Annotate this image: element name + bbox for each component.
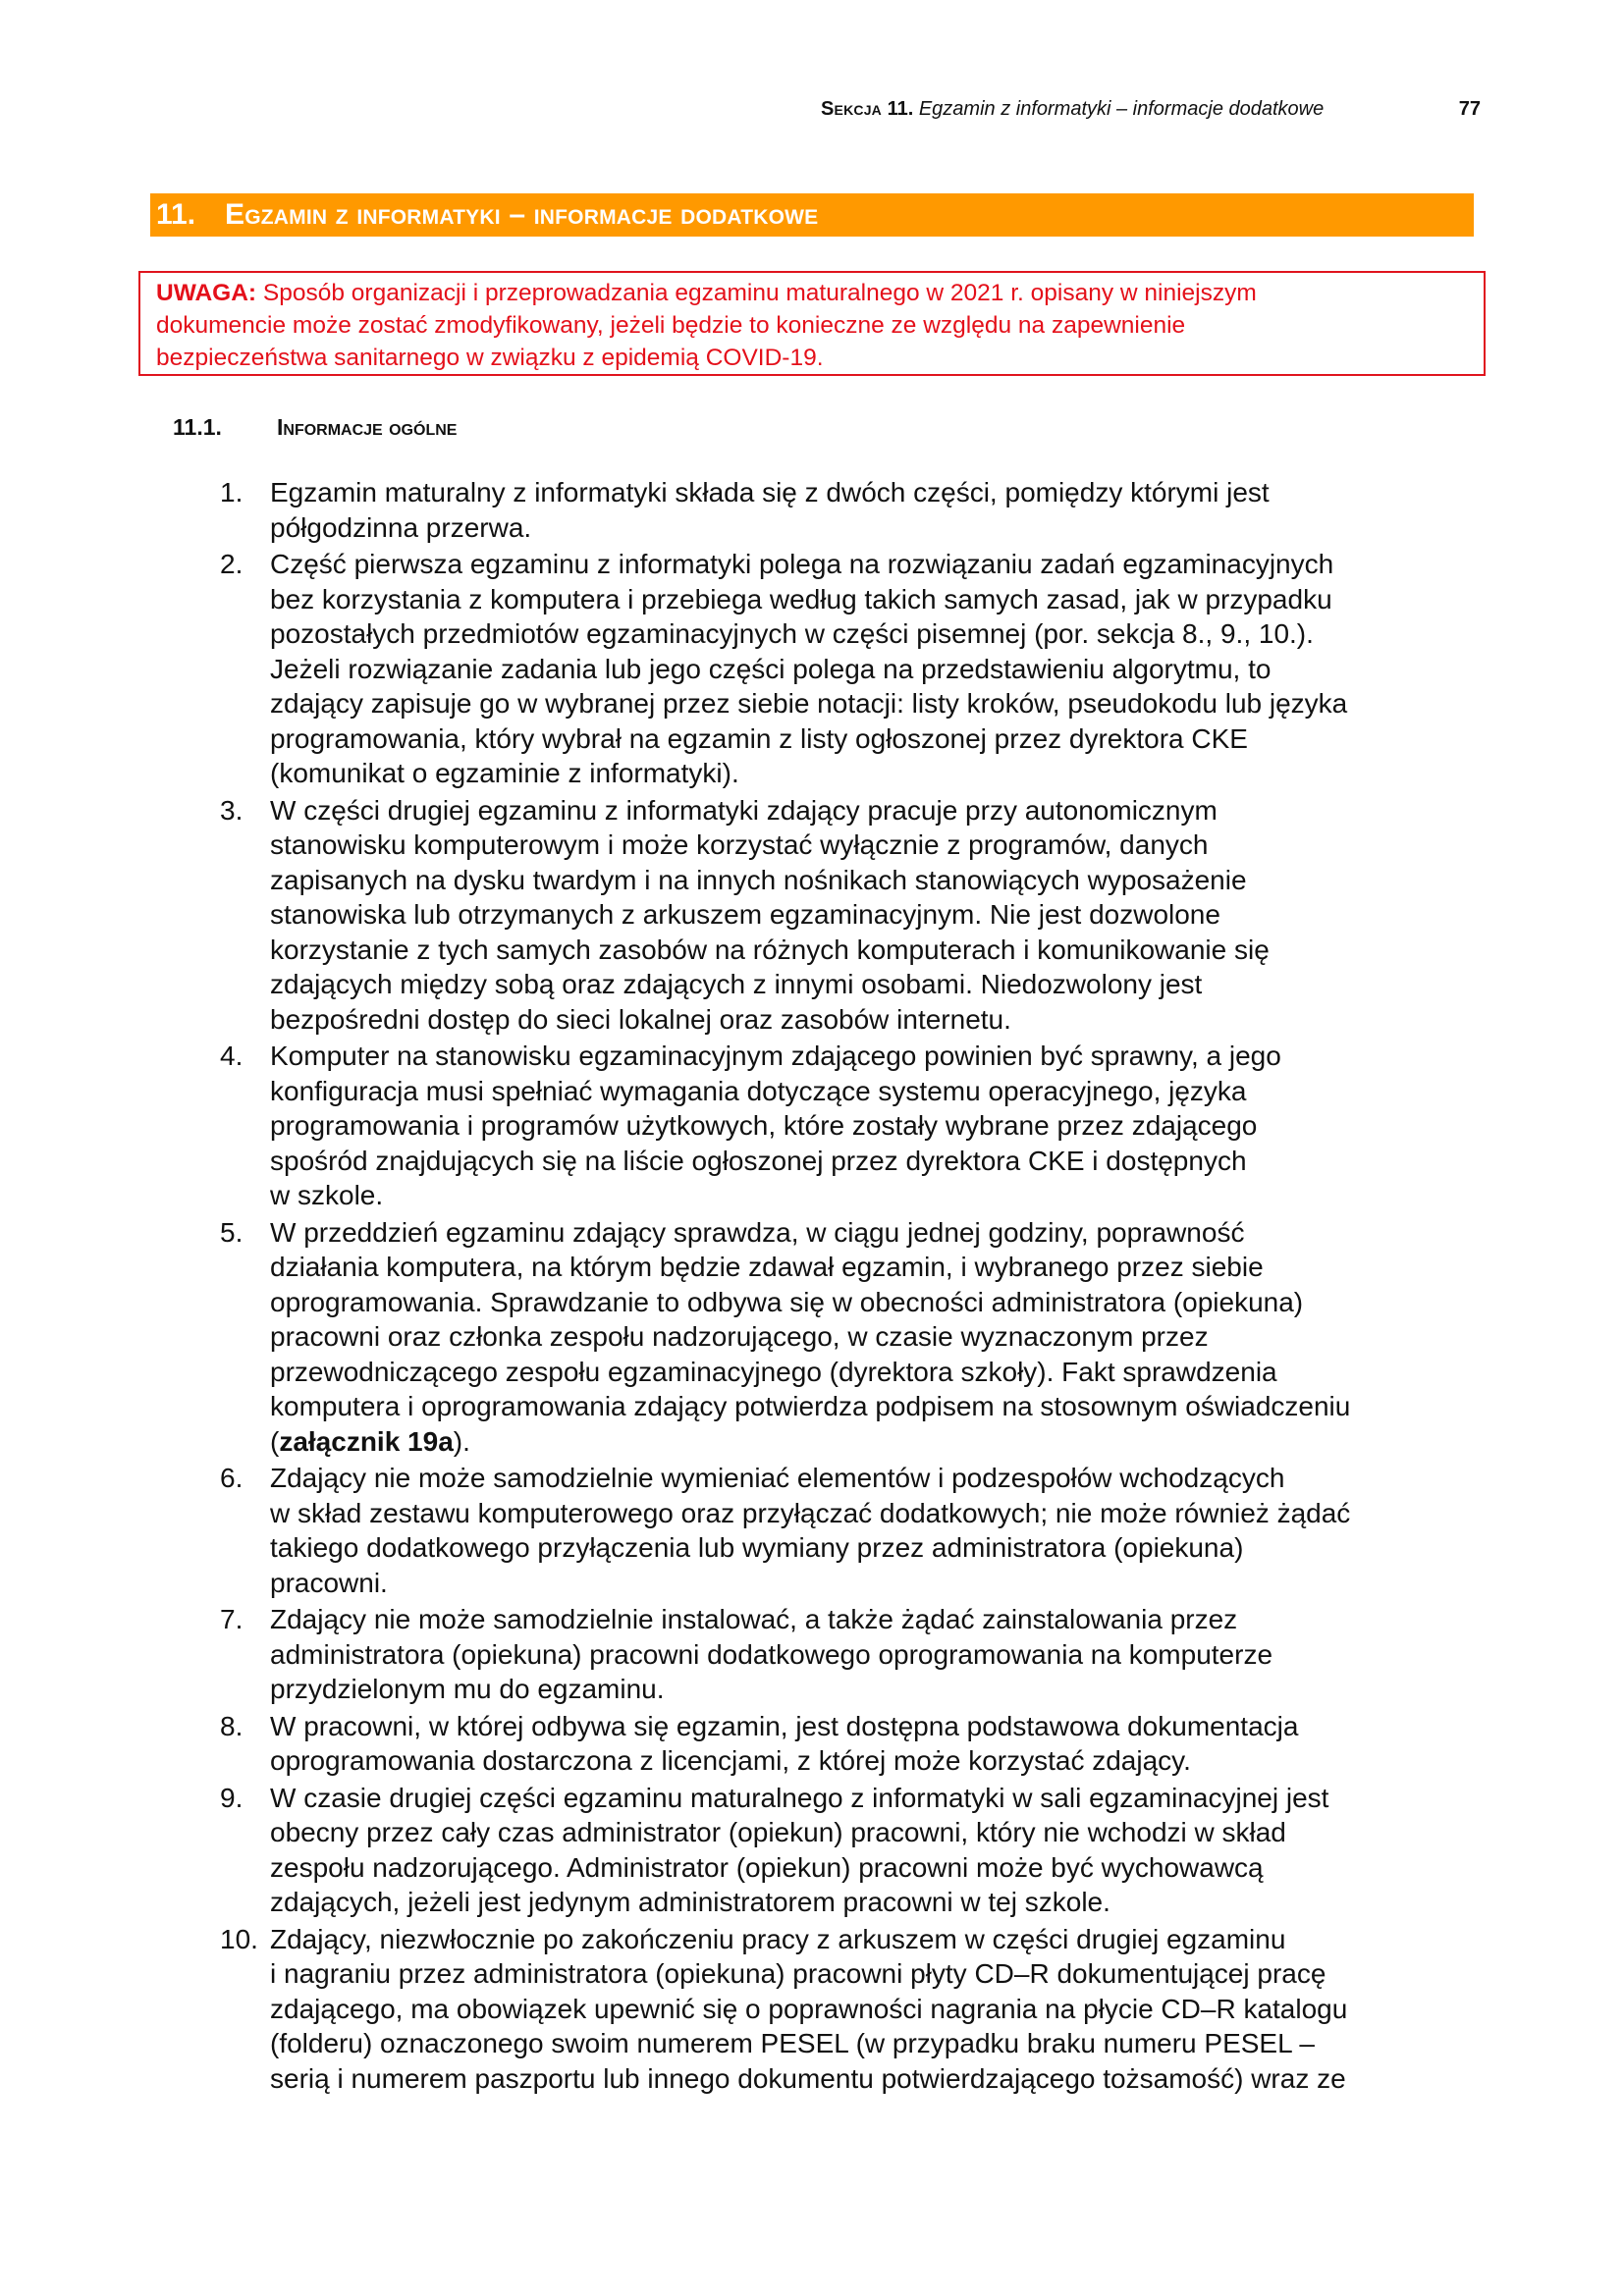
item-line: korzystanie z tych samych zasobów na różnych komputerach i komunikowanie się <box>270 934 1270 965</box>
reference-close: ). <box>453 1425 470 1457</box>
item-line: Jeżeli rozwiązanie zadania lub jego części polega na przedstawieniu algorytmu, to <box>270 653 1272 684</box>
item-number: 9. <box>220 1782 244 1813</box>
item-line-with-reference <box>270 1424 1496 1460</box>
item-line: W czasie drugiej części egzaminu maturalnego z informatyki w sali egzaminacyjnej jest <box>270 1782 1329 1813</box>
rules-list <box>220 475 1496 2098</box>
item-line: serią i numerem paszportu lub innego dokumentu potwierdzającego tożsamość) wraz ze <box>270 2062 1346 2094</box>
item-line: oprogramowania dostarczona z licencjami, z której może korzystać zdający. <box>270 1745 1191 1776</box>
item-line: działania komputera, na którym będzie zdawał egzamin, i wybranego przez siebie <box>270 1252 1264 1282</box>
item-number: 8. <box>220 1710 244 1741</box>
item-line: Egzamin maturalny z informatyki składa się z dwóch części, pomiędzy którymi jest <box>270 477 1270 507</box>
item-line: zespołu nadzorującego. Administrator (opiekun) pracowni może być wychowawcą <box>270 1851 1264 1883</box>
notice-line-3: bezpieczeństwa sanitarnego w związku z epidemią COVID-19. <box>156 345 824 371</box>
item-line: takiego dodatkowego przyłączenia lub wymiany przez administratora (opiekuna) <box>270 1532 1244 1563</box>
item-line: Część pierwsza egzaminu z informatyki polega na rozwiązaniu zadań egzaminacyjnych <box>270 549 1334 579</box>
header-section-label: Sekcja <box>821 98 882 120</box>
item-line: konfiguracja musi spełniać wymagania dotyczące systemu operacyjnego, języka <box>270 1075 1247 1106</box>
list-item <box>220 475 1496 545</box>
item-line: bez korzystania z komputera i przebiega według takich samych zasad, jak w przypadku <box>270 583 1332 614</box>
item-line: oprogramowania. Sprawdzanie to odbywa się w obecności administratora (opiekuna) <box>270 1286 1304 1317</box>
notice-box <box>138 271 1486 376</box>
list-item <box>220 793 1496 1038</box>
item-line: programowania, który wybrał na egzamin z listy ogłoszonej przez dyrektora CKE <box>270 722 1248 754</box>
item-line: i nagraniu przez administratora (opiekuna) pracowni płyty CD–R dokumentującej pracę <box>270 1958 1326 1989</box>
item-line: zdających, jeżeli jest jedynym administratorem pracowni w tej szkole. <box>270 1887 1110 1917</box>
section-heading <box>173 412 457 442</box>
notice-text-1: Sposób organizacji i przeprowadzania egzaminu maturalnego w 2021 r. opisany w niniejszym <box>256 280 1257 306</box>
item-line: (komunikat o egzaminie z informatyki). <box>270 758 739 788</box>
notice-line-1 <box>156 277 1484 309</box>
item-line: W przeddzień egzaminu zdający sprawdza, w ciągu jednej godziny, poprawność <box>270 1216 1245 1248</box>
chapter-number: 11. <box>156 198 196 231</box>
item-line: Komputer na stanowisku egzaminacyjnym zdającego powinien być sprawny, a jego <box>270 1041 1281 1071</box>
item-number: 2. <box>220 549 244 579</box>
list-item <box>220 1922 1496 2097</box>
list-item <box>220 1781 1496 1920</box>
item-line: stanowiska lub otrzymanych z arkuszem egzaminacyjnym. Nie jest dozwolone <box>270 899 1220 930</box>
list-item <box>220 1215 1496 1460</box>
item-line: przydzielonym mu do egzaminu. <box>270 1674 665 1704</box>
item-number: 7. <box>220 1604 244 1634</box>
notice-label: UWAGA: <box>156 280 257 306</box>
section-title: Informacje ogólne <box>277 414 458 440</box>
item-line: komputera i oprogramowania zdający potwierdza podpisem na stosownym oświadczeniu <box>270 1391 1351 1421</box>
item-line: zdający zapisuje go w wybranej przez siebie notacji: listy kroków, pseudokodu lub języka <box>270 688 1348 719</box>
notice-line-2: dokumencie może zostać zmodyfikowany, jeżeli będzie to konieczne ze względu na zapewnienie <box>156 312 1186 339</box>
item-line: pracowni oraz członka zespołu nadzorującego, w czasie wyznaczonym przez <box>270 1321 1209 1352</box>
item-number: 4. <box>220 1041 244 1071</box>
item-line: spośród znajdujących się na liście ogłoszonej przez dyrektora CKE i dostępnych <box>270 1145 1247 1176</box>
header-section-title: Egzamin z informatyki – informacje dodatkowe <box>918 98 1325 120</box>
item-line: programowania i programów użytkowych, które zostały wybrane przez zdającego <box>270 1110 1258 1141</box>
item-number: 1. <box>220 477 244 507</box>
list-item <box>220 1709 1496 1779</box>
item-number: 6. <box>220 1463 244 1493</box>
list-item <box>220 1602 1496 1707</box>
item-line: bezpośredni dostęp do sieci lokalnej oraz zasobów internetu. <box>270 1003 1011 1035</box>
item-line: administratora (opiekuna) pracowni dodatkowego oprogramowania na komputerze <box>270 1638 1273 1670</box>
item-line: Zdający nie może samodzielnie wymieniać elementów i podzespołów wchodzących <box>270 1463 1285 1493</box>
page-number: 77 <box>1458 98 1481 120</box>
item-line: półgodzinna przerwa. <box>270 511 532 543</box>
list-item <box>220 1039 1496 1213</box>
item-line: zapisanych na dysku twardym i na innych nośnikach stanowiących wyposażenie <box>270 864 1247 895</box>
item-line: pozostałych przedmiotów egzaminacyjnych w części pisemnej (por. sekcja 8., 9., 10.). <box>270 618 1314 649</box>
item-line: W pracowni, w której odbywa się egzamin, jest dostępna podstawowa dokumentacja <box>270 1710 1299 1741</box>
list-item <box>220 1461 1496 1600</box>
item-line: w szkole. <box>270 1180 384 1210</box>
item-line: Zdający nie może samodzielnie instalować, a także żądać zainstalowania przez <box>270 1604 1238 1634</box>
reference-open: ( <box>270 1425 280 1457</box>
attachment-reference: załącznik 19a <box>279 1425 454 1457</box>
item-line: Zdający, niezwłocznie po zakończeniu pracy z arkuszem w części drugiej egzaminu <box>270 1923 1286 1954</box>
item-line: przewodniczącego zespołu egzaminacyjnego (dyrektora szkoły). Fakt sprawdzenia <box>270 1356 1277 1387</box>
item-number: 5. <box>220 1216 244 1248</box>
item-line: (folderu) oznaczonego swoim numerem PESEL (w przypadku braku numeru PESEL – <box>270 2028 1315 2058</box>
section-number: 11.1. <box>173 414 222 440</box>
running-header <box>821 95 1481 123</box>
item-line: zdających między sobą oraz zdających z innymi osobami. Niedozwolony jest <box>270 969 1203 999</box>
item-line: zdającego, ma obowiązek upewnić się o poprawności nagrania na płycie CD–R katalogu <box>270 1993 1348 2024</box>
item-line: W części drugiej egzaminu z informatyki zdający pracuje przy autonomicznym <box>270 794 1218 826</box>
item-line: stanowisku komputerowym i może korzystać wyłącznie z programów, danych <box>270 829 1209 860</box>
item-line: pracowni. <box>270 1567 388 1598</box>
chapter-title-bar <box>150 193 1474 237</box>
list-item <box>220 547 1496 791</box>
header-section-number: 11. <box>887 98 914 120</box>
chapter-title: Egzamin z informatyki – informacje dodatkowe <box>225 198 819 231</box>
item-number: 3. <box>220 794 244 826</box>
item-number: 10. <box>220 1923 258 1954</box>
item-line: w skład zestawu komputerowego oraz przyłączać dodatkowych; nie może również żądać <box>270 1497 1351 1528</box>
item-line: obecny przez cały czas administrator (opiekun) pracowni, który nie wchodzi w skład <box>270 1817 1286 1847</box>
